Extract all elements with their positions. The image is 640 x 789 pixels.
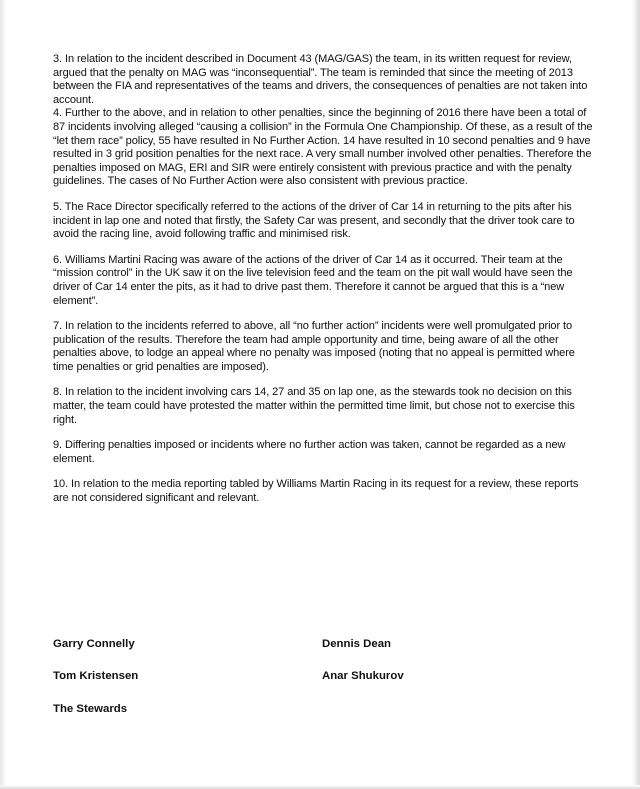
document-body — [53, 53, 593, 506]
page-edge-shadow-bottom — [0, 785, 640, 789]
paragraph-3: 3. In relation to the incident described in Document 43 (MAG/GAS) the team, in its written request for review, argued that the penalty on MAG was “inconsequential”. The team is reminded that since the meeting of 2013 between the FIA and representatives of the teams and drivers, the consequences of penalties are not taken into account. — [53, 53, 588, 106]
paragraph-10: 10. In relation to the media reporting tabled by Williams Martin Racing in its request for a review, these reports are not considered significant and relevant. — [53, 478, 579, 505]
paragraph-4: 4. Further to the above, and in relation to other penalties, since the beginning of 2016 there have been a total of 87 incidents involving alleged “causing a collision” in the Formula One Championship. Of these, as a result of the “let them race” policy, 55 have resulted in No Further Action. 14 have resulted in 10 second penalties and 9 have resulted in 3 grid position penalties for the next race. A very small number involved other penalties. Therefore the penalties imposed on MAG, ERI and SIR were entirely consistent with previous practice and with the penalty guidelines. The cases of No Further Action were also consistent with previous practice. — [53, 107, 593, 188]
paragraph-7: 7. In relation to the incidents referred to above, all “no further action” incidents were well promulgated prior to publication of the results. Therefore the team had ample opportunity and time, being aware of all the other penalties above, to lodge an appeal where no penalty was imposed (noting that no appeal is permitted where time penalties or grid penalties are imposed). — [53, 320, 575, 373]
page-edge-shadow-left — [0, 0, 6, 789]
signature-the-stewards: The Stewards — [53, 703, 128, 715]
signature-dennis-dean: Dennis Dean — [322, 638, 391, 650]
page-edge-shadow-right — [632, 0, 640, 789]
paragraph-6: 6. Williams Martini Racing was aware of the actions of the driver of Car 14 as it occurred. Their team at the “mission control” in the UK saw it on the live television feed and the team on the pit wall would have seen the driver of Car 14 enter the pits, as it had to drive past them. Therefore it cannot be argued that this is a “new element”. — [53, 253, 573, 307]
signature-anar-shukurov: Anar Shukurov — [322, 670, 404, 682]
signature-tom-kristensen: Tom Kristensen — [53, 670, 139, 682]
signature-garry-connelly: Garry Connelly — [53, 638, 135, 650]
paragraph-9: 9. Differing penalties imposed or incidents where no further action was taken, cannot be regarded as a new element. — [53, 439, 566, 465]
paragraph-8: 8. In relation to the incident involving cars 14, 27 and 35 on lap one, as the stewards took no decision on this matter, the team could have protested the matter within the permitted time limit, but chose not to exercise this right. — [53, 386, 575, 426]
paragraph-5: 5. The Race Director specifically referred to the actions of the driver of Car 14 in returning to the pits after his incident in lap one and noted that firstly, the Safety Car was present, and secondly that the driver took care to avoid the racing line, avoid following traffic and minimised risk. — [53, 200, 575, 241]
